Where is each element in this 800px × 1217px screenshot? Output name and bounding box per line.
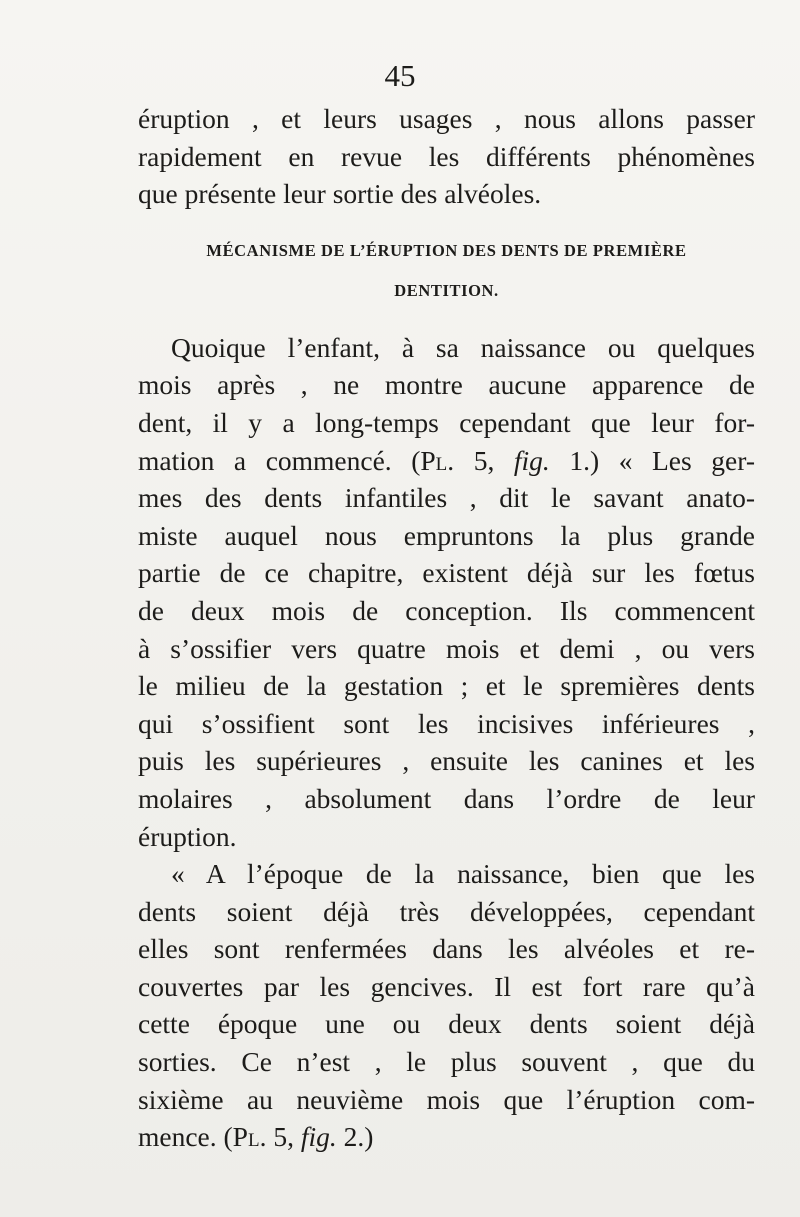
text-line: qui s’ossifient sont les incisives inférieures , <box>138 707 755 739</box>
intro-paragraph <box>138 100 755 213</box>
text-segment: 5, <box>266 1121 301 1153</box>
paragraph-1 <box>138 329 755 855</box>
text-line: partie de ce chapitre, existent déjà sur les fœtus <box>138 557 755 589</box>
text-line-with-plate-reference <box>138 1118 755 1156</box>
text-line: mois après , ne montre aucune apparence de <box>138 369 755 401</box>
text-line: mes des dents infantiles , dit le savant anato- <box>138 482 755 514</box>
text-line: de deux mois de conception. Ils commencent <box>138 594 755 626</box>
section-heading-continued: DENTITION. <box>394 280 499 300</box>
text-line: le milieu de la gestation ; et le spremières dents <box>138 670 755 702</box>
text-line: sixième au neuvième mois que l’éruption com- <box>138 1083 755 1115</box>
text-line: molaires , absolument dans l’ordre de leur <box>138 782 755 814</box>
section-heading: MÉCANISME DE L’ÉRUPTION DES DENTS DE PREMIÈRE <box>206 240 687 260</box>
text-segment: 2.) <box>336 1121 374 1153</box>
text-line: éruption , et leurs usages , nous allons passer <box>138 103 755 134</box>
text-line: Quoique l’enfant, à sa naissance ou quelques <box>171 331 755 363</box>
text-line: dents soient déjà très développées, cependant <box>138 895 755 927</box>
text-line: elles sont renfermées dans les alvéoles et re- <box>138 933 755 965</box>
paragraph-2 <box>138 855 755 1156</box>
text-segment: mence. ( <box>138 1121 233 1153</box>
plate-abbreviation: Pl. <box>420 444 455 476</box>
text-line: rapidement en revue les différents phénomènes <box>138 140 755 172</box>
page-number: 45 <box>384 58 416 93</box>
figure-abbreviation: fig. <box>300 1121 337 1153</box>
text-line: puis les supérieures , ensuite les canines et les <box>138 745 755 777</box>
text-line: miste auquel nous empruntons la plus grande <box>138 519 755 551</box>
text-line: « A l’époque de la naissance, bien que les <box>171 858 755 890</box>
text-line-with-plate-reference <box>138 442 755 480</box>
text-line: sorties. Ce n’est , le plus souvent , que du <box>138 1046 755 1078</box>
text-line: à s’ossifier vers quatre mois et demi , ou vers <box>138 632 755 664</box>
text-line: couvertes par les gencives. Il est fort rare qu’à <box>138 970 755 1002</box>
text-line: cette époque une ou deux dents soient déjà <box>138 1008 755 1040</box>
plate-abbreviation: Pl. <box>232 1121 267 1153</box>
text-segment: 1.) « Les ger- <box>549 444 755 476</box>
text-line: dent, il y a long-temps cependant que leur for- <box>138 406 755 438</box>
text-segment: mation a commencé. ( <box>138 444 421 476</box>
text-segment: 5, <box>454 444 514 476</box>
text-block <box>138 100 755 1156</box>
text-line: éruption. <box>138 820 237 852</box>
figure-abbreviation: fig. <box>513 444 550 476</box>
text-line: que présente leur sortie des alvéoles. <box>138 178 542 210</box>
